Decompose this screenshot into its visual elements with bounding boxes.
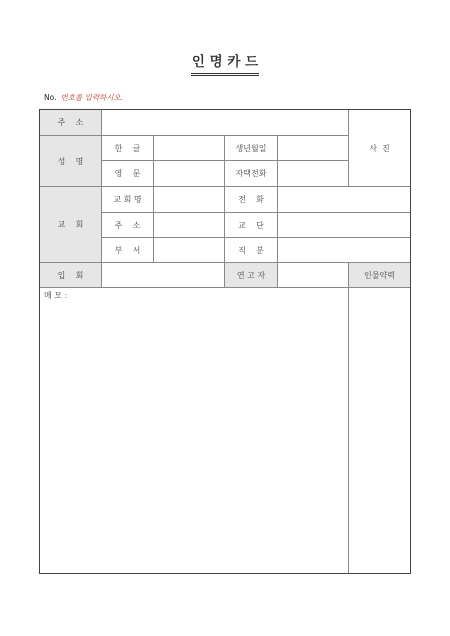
phone-label: 전 화 <box>225 187 278 213</box>
phone-field[interactable] <box>278 187 410 213</box>
denomination-label: 교 단 <box>225 213 278 238</box>
address-field[interactable] <box>102 110 349 136</box>
birthday-field[interactable] <box>278 136 349 161</box>
birthday-label: 생년월일 <box>225 136 278 161</box>
summary-label: 인물약력 <box>349 263 410 288</box>
denomination-field[interactable] <box>278 213 410 238</box>
church-label: 교 회 <box>40 187 102 263</box>
card-title <box>0 54 450 76</box>
person-card-form <box>39 109 411 574</box>
department-label: 부 서 <box>102 238 154 263</box>
church-name-label: 교 회 명 <box>102 187 154 213</box>
home-phone-field[interactable] <box>278 161 349 187</box>
summary-area[interactable] <box>349 288 410 573</box>
church-address-field[interactable] <box>154 213 225 238</box>
contact-label: 연 고 자 <box>225 263 278 288</box>
name-label: 성 명 <box>40 136 102 187</box>
church-name-field[interactable] <box>154 187 225 213</box>
join-field[interactable] <box>102 263 225 288</box>
position-label: 직 분 <box>225 238 278 263</box>
card-title-text: 인 명 카 드 <box>191 55 259 76</box>
number-label: No. <box>44 93 57 102</box>
department-field[interactable] <box>154 238 225 263</box>
photo-box[interactable]: 사 진 <box>349 110 410 187</box>
english-label: 영 문 <box>102 161 154 187</box>
church-address-label: 주 소 <box>102 213 154 238</box>
number-hint[interactable]: 번호를 입력하시오. <box>60 93 124 102</box>
position-field[interactable] <box>278 238 410 263</box>
number-line <box>44 92 123 103</box>
contact-field[interactable] <box>278 263 349 288</box>
memo-label: 메 모 : <box>44 291 68 300</box>
hangul-name-field[interactable] <box>154 136 225 161</box>
home-phone-label: 자택전화 <box>225 161 278 187</box>
address-label: 주 소 <box>40 110 102 136</box>
join-label: 입 회 <box>40 263 102 288</box>
english-name-field[interactable] <box>154 161 225 187</box>
memo-area[interactable] <box>40 288 349 573</box>
hangul-label: 한 글 <box>102 136 154 161</box>
